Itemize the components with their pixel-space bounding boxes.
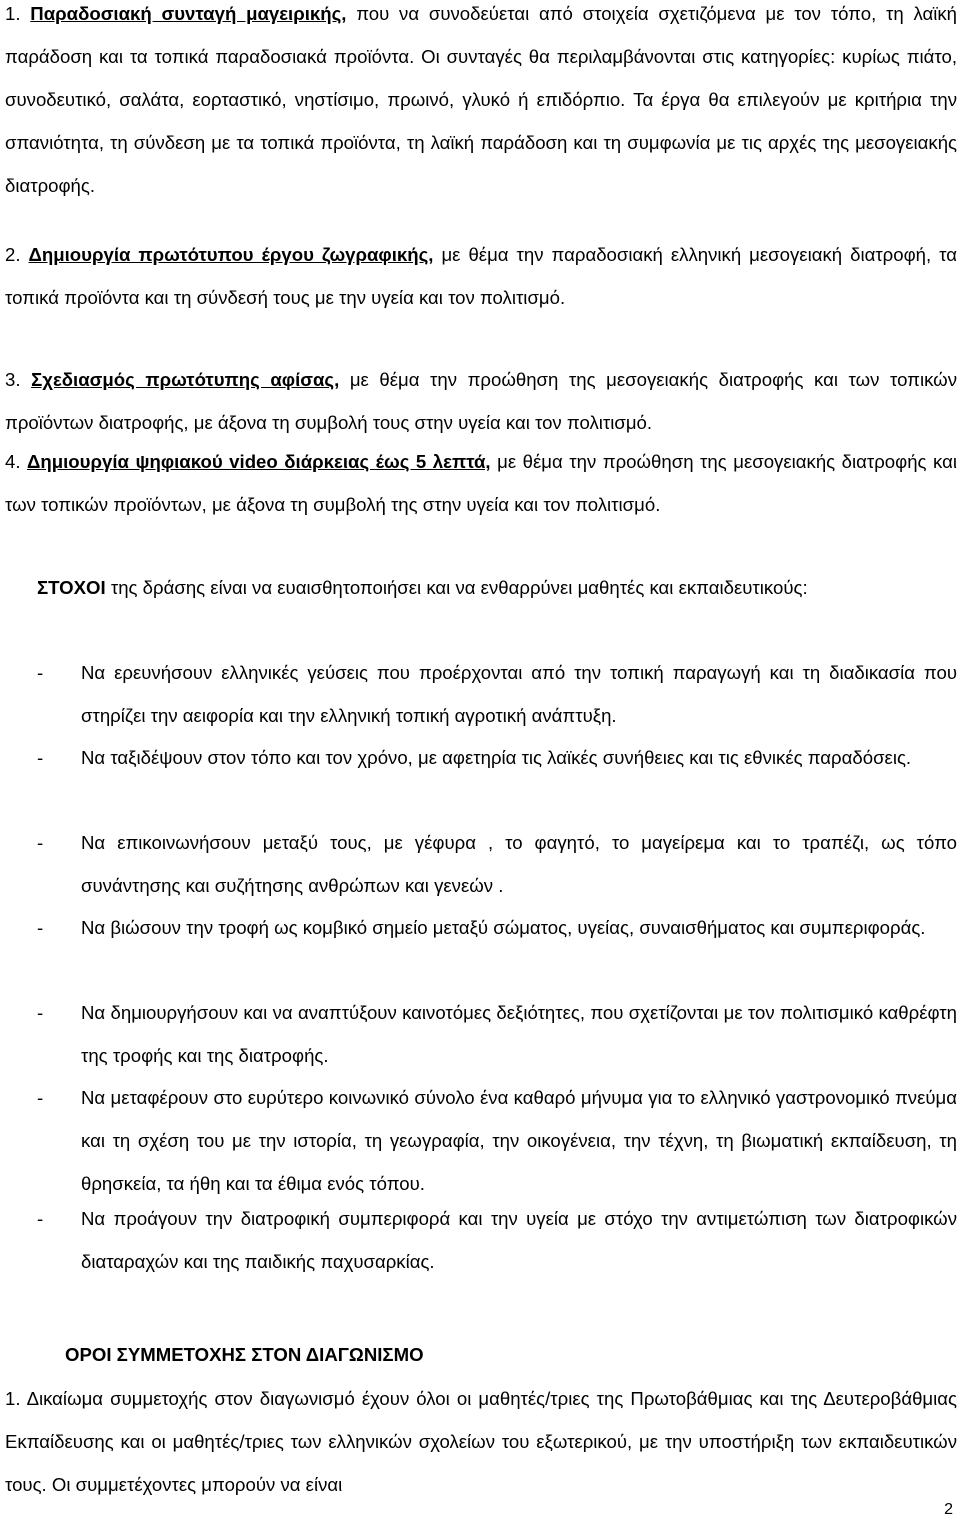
item-2-text: με θέμα την παραδοσιακή ελληνική μεσογειακή διατροφή, τα τοπικά προϊόντα και τη σύνδεσή τους με την υγεία και τον πολιτισμό. <box>5 244 957 308</box>
item-4 <box>5 440 957 526</box>
terms-item-1-text: Δικαίωμα συμμετοχής στον διαγωνισμό έχουν όλοι οι μαθητές/τριες της Πρωτοβάθμιας και της Δευτεροβάθμιας Εκπαίδευσης και οι μαθητές/τριες των ελληνικών σχολείων του εξωτερικού, με την υποστήριξη των εκπαιδευτικών τους. Οι συμμετέχοντες μπορούν να είναι <box>5 1388 957 1495</box>
item-1-text: που να συνοδεύεται από στοιχεία σχετιζόμενα με τον τόπο, τη λαϊκή παράδοση και τα τοπικά παραδοσιακά προϊόντα. Οι συνταγές θα περιλαμβάνονται στις κατηγορίες: κυρίως πιάτο, συνοδευτικό, σαλάτα, εορταστικό, νηστίσιμο, πρωινό, γλυκό ή επιδόρπιο. Τα έργα θα επιλεγούν με κριτήρια την σπανιότητα, τη σύνδεση με τα τοπικά προϊόντα, τη λαϊκή παράδοση και τη συμφωνία με τις αρχές της μεσογειακής διατροφής. <box>5 3 957 196</box>
page-number: 2 <box>944 1501 953 1518</box>
terms-heading: ΟΡΟΙ ΣΥΜΜΕΤΟΧΗΣ ΣΤΟΝ ΔΙΑΓΩΝΙΣΜΟ <box>65 1344 424 1365</box>
goal-text-4: Να βιώσουν την τροφή ως κομβικό σημείο μεταξύ σώματος, υγείας, συναισθήματος και συμπεριφοράς. <box>81 917 926 938</box>
goal-text-3: Να επικοινωνήσουν μεταξύ τους, με γέφυρα , το φαγητό, το μαγείρεμα και το τραπέζι, ως τόπο συνάντησης και συζήτησης ανθρώπων και γενεών . <box>81 832 957 896</box>
goal-bullet-3 <box>5 821 957 907</box>
bullet-dash: - <box>37 1208 44 1229</box>
bullet-dash: - <box>37 1087 44 1108</box>
goal-bullet-5 <box>5 991 957 1077</box>
goals-intro-text: της δράσης είναι να ευαισθητοποιήσει και να ενθαρρύνει μαθητές και εκπαιδευτικούς: <box>105 577 808 598</box>
item-3-title: Σχεδιασμός πρωτότυπης αφίσας, <box>31 369 340 390</box>
goal-bullet-1 <box>5 651 957 737</box>
item-4-title: Δημιουργία ψηφιακού video διάρκειας έως 5 λεπτά, <box>27 451 491 472</box>
goal-text-1: Να ερευνήσουν ελληνικές γεύσεις που προέρχονται από την τοπική παραγωγή και τη διαδικασία που στηρίζει την αειφορία και την ελληνική τοπική αγροτική ανάπτυξη. <box>81 662 957 726</box>
goals-label: ΣΤΟΧΟΙ <box>37 577 106 598</box>
goal-text-7: Να προάγουν την διατροφική συμπεριφορά και την υγεία με στόχο την αντιμετώπιση των διατροφικών διαταραχών και της παιδικής παχυσαρκίας. <box>81 1208 957 1272</box>
item-2 <box>5 233 957 319</box>
goal-bullet-7 <box>5 1197 957 1283</box>
goal-text-6: Να μεταφέρουν στο ευρύτερο κοινωνικό σύνολο ένα καθαρό μήνυμα για το ελληνικό γαστρονομικό πνεύμα και τη σχέση του με την ιστορία, τη γεωγραφία, την οικογένεια, την τέχνη, τη βιωματική εκπαίδευση, τη θρησκεία, τα ήθη και τα έθιμα ενός τόπου. <box>81 1087 957 1194</box>
bullet-dash: - <box>37 832 44 853</box>
item-4-number: 4. <box>5 451 21 472</box>
goal-bullet-4 <box>5 906 957 949</box>
item-3-number: 3. <box>5 369 21 390</box>
bullet-dash: - <box>37 662 44 683</box>
bullet-dash: - <box>37 1002 44 1023</box>
item-3 <box>5 358 957 444</box>
terms-item-1 <box>5 1377 957 1506</box>
item-1-title: Παραδοσιακή συνταγή μαγειρικής, <box>30 3 347 24</box>
item-2-number: 2. <box>5 244 21 265</box>
bullet-dash: - <box>37 747 44 768</box>
goal-bullet-6 <box>5 1076 957 1205</box>
item-1 <box>5 0 957 207</box>
item-1-number: 1. <box>5 3 21 24</box>
goal-text-2: Να ταξιδέψουν στον τόπο και τον χρόνο, με αφετηρία τις λαϊκές συνήθειες και τις εθνικές παραδόσεις. <box>81 747 912 768</box>
item-4-text: με θέμα την προώθηση της μεσογειακής διατροφής και των τοπικών προϊόντων, με άξονα τη συμβολή της στην υγεία και τον πολιτισμό. <box>5 451 957 515</box>
item-2-title: Δημιουργία πρωτότυπου έργου ζωγραφικής, <box>28 244 434 265</box>
goal-text-5: Να δημιουργήσουν και να αναπτύξουν καινοτόμες δεξιότητες, που σχετίζονται με τον πολιτισμικό καθρέφτη της τροφής και της διατροφής. <box>81 1002 957 1066</box>
bullet-dash: - <box>37 917 44 938</box>
terms-item-1-number: 1. <box>5 1388 21 1409</box>
item-3-text: με θέμα την προώθηση της μεσογειακής διατροφής και των τοπικών προϊόντων διατροφής, με άξονα τη συμβολή τους στην υγεία και τον πολιτισμό. <box>5 369 957 433</box>
goal-bullet-2 <box>5 736 957 779</box>
goals-intro <box>5 566 957 609</box>
